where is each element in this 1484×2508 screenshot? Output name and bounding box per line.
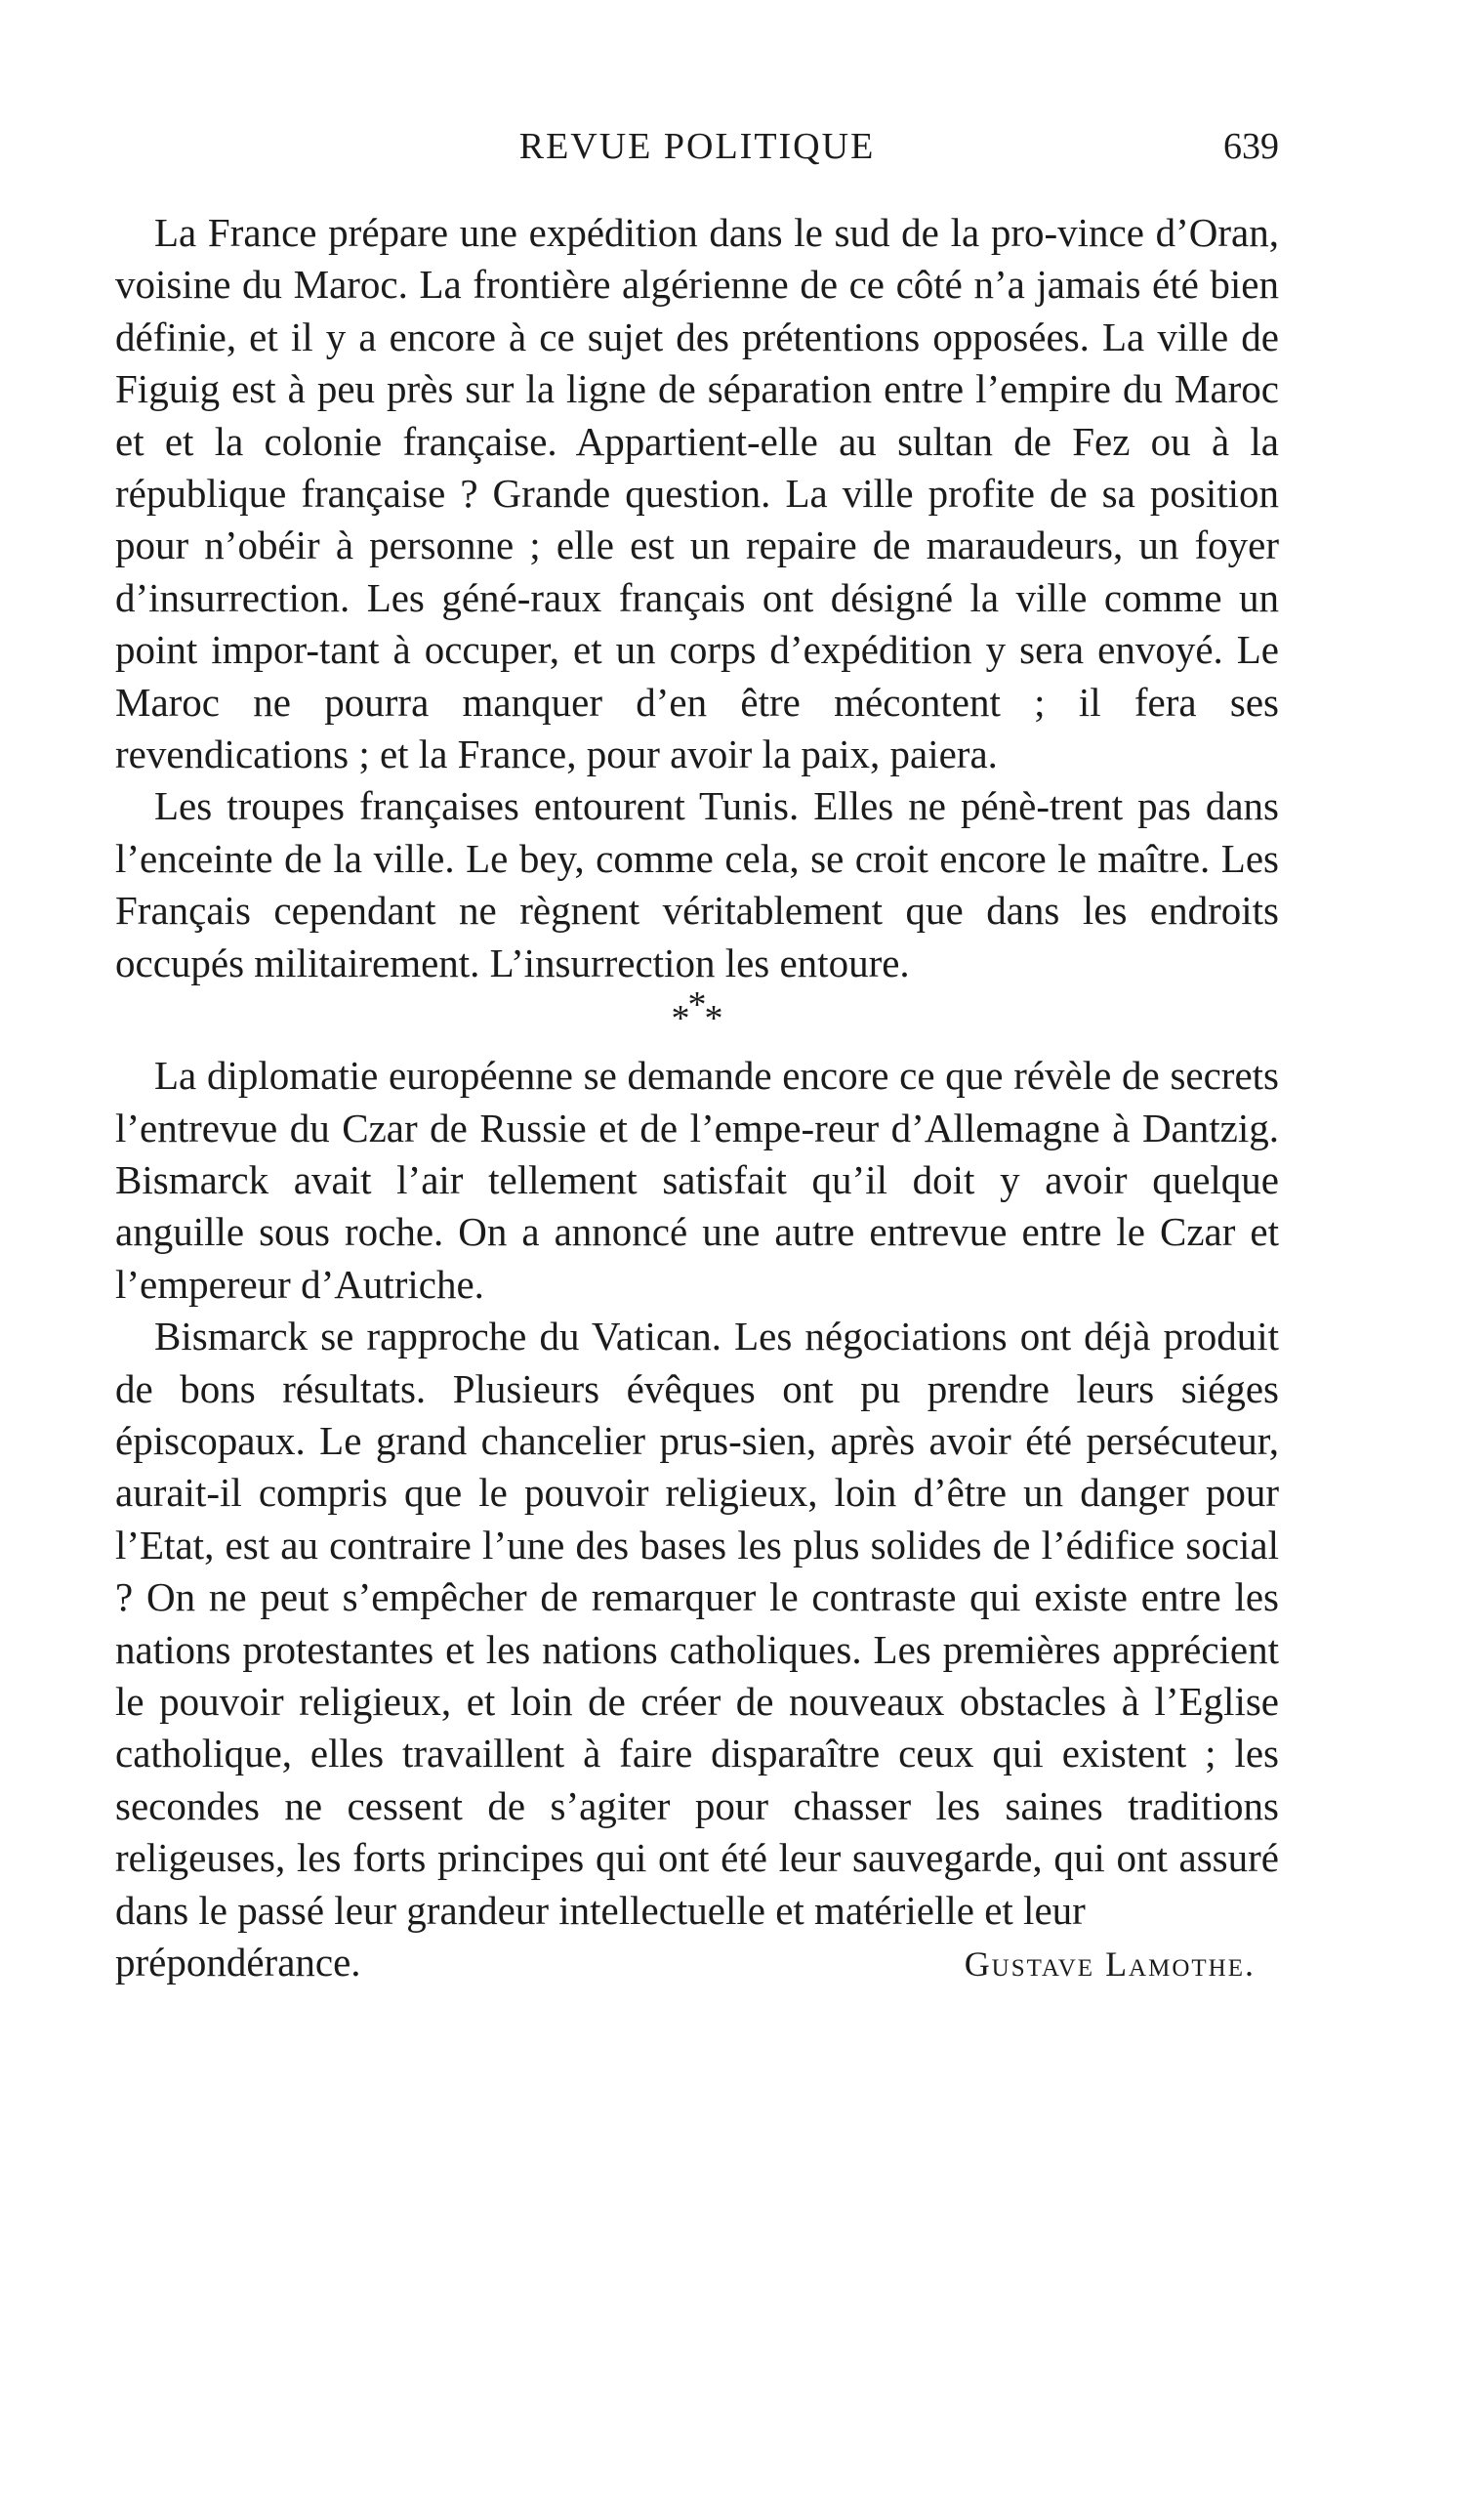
article-body bbox=[115, 207, 1279, 1990]
running-head bbox=[115, 125, 1279, 174]
page-number: 639 bbox=[1223, 126, 1279, 167]
paragraph-morocco: La France prépare une expédition dans le sud de la pro-vince d’Oran, voisine du Maroc. La frontière algérienne de ce côté n’a jamais été bien définie, et il y a encore à ce sujet des prétentions opposées. La ville de Figuig est à peu près sur la ligne de séparation entre l’empire du Maroc et et la colonie française. Appartient-elle au sultan de Fez ou à la république française ? Grande question. La ville profite de sa position pour n’obéir à personne ; elle est un repaire de maraudeurs, un foyer d’insurrection. Les géné-raux français ont désigné la ville comme un point impor-tant à occuper, et un corps d’expédition y sera envoyé. Le Maroc ne pourra manquer d’en être mécontent ; il fera ses revendications ; et la France, pour avoir la paix, paiera. bbox=[115, 210, 1279, 777]
separator-star: * bbox=[687, 984, 707, 1026]
paragraph-diplomacy: La diplomatie européenne se demande encore ce que révèle de secrets l’entrevue du Czar de Russie et de l’empe-reur d’Allemagne à Dantzig. Bismarck avait l’air tellement satisfait qu’il doit y avoir quelque anguille sous roche. On a annoncé une autre entrevue entre le Czar et l’empereur d’Autriche. bbox=[115, 1053, 1279, 1307]
closing-word: prépondérance. bbox=[115, 1940, 361, 1985]
running-title: REVUE POLITIQUE bbox=[518, 126, 876, 167]
asterism-separator bbox=[115, 984, 1279, 1050]
separator-star: * bbox=[671, 998, 690, 1040]
paragraph-vatican: Bismarck se rapproche du Vatican. Les négociations ont déjà produit de bons résultats. Plusieurs évêques ont pu prendre leurs siéges épiscopaux. Le grand chancelier prus-sien, après avoir été persécuteur, aurait-il compris que le pouvoir religieux, loin d’être un danger pour l’Etat, est au contraire l’une des bases les plus solides de l’édifice social ? On ne peut s’empêcher de remarquer le contraste qui existe entre les nations protestantes et les nations catholiques. Les premières apprécient le pouvoir religieux, et loin de créer de nouveaux obstacles à l’Eglise catholique, elles travaillent à faire disparaître ceux qui existent ; les secondes ne cessent de s’agiter pour chasser les saines traditions religeuses, les forts principes qui ont été leur sauvegarde, qui ont assuré dans le passé leur grandeur intellectuelle et matérielle et leur bbox=[115, 1314, 1279, 1933]
paragraph-tunis: Les troupes françaises entourent Tunis. Elles ne pénè-trent pas dans l’enceinte de la ville. Le bey, comme cela, se croit encore le maître. Les Français cependant ne règnent véritablement que dans les endroits occupés militairement. L’insurrection les entoure. bbox=[115, 783, 1279, 985]
separator-star: * bbox=[704, 998, 723, 1040]
closing-line bbox=[115, 1937, 1279, 1990]
author-signature: Gustave Lamothe. bbox=[964, 1944, 1256, 1984]
